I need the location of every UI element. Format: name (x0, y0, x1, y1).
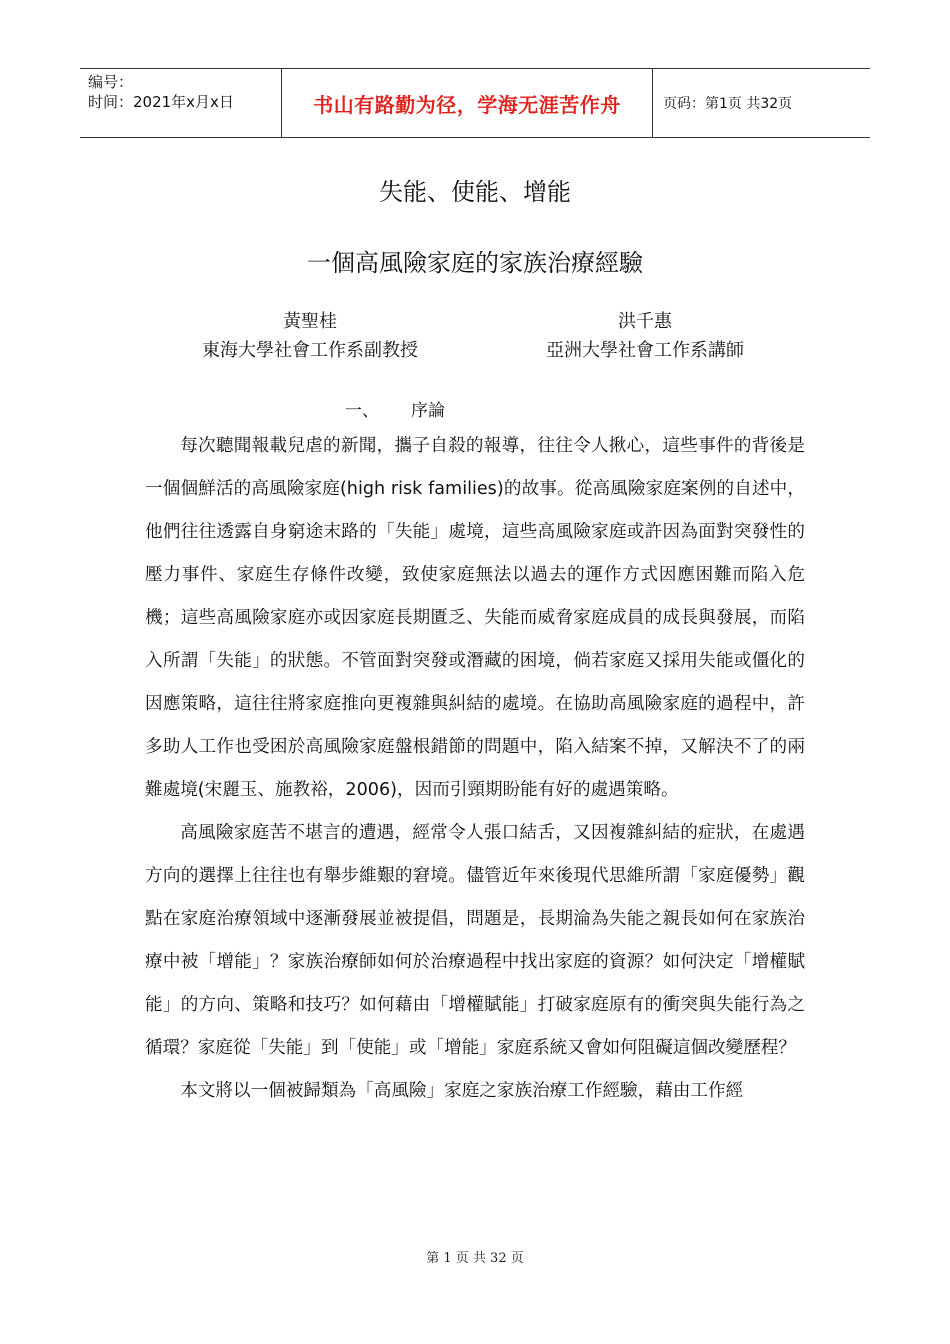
paragraph: 高風險家庭苦不堪言的遭遇，經常令人張口結舌，又因複雜糾結的症狀，在處遇方向的選擇上往往也有舉步維艱的窘境。儘管近年來後現代思維所謂「家庭優勢」觀點在家庭治療領域中逐漸發展並被提倡，問題是，長期淪為失能之親長如何在家族治療中被「增能」？家族治療師如何於治療過程中找出家庭的資源？如何決定「增權賦能」的方向、策略和技巧？如何藉由「增權賦能」打破家庭原有的衝突與失能行為之循環？家庭從「失能」到「使能」或「增能」家庭系統又會如何阻礙這個改變歷程？ (145, 823, 805, 1058)
header-motto: 书山有路勤为径，学海无涯苦作舟 (313, 92, 621, 117)
header-meta-cell (80, 69, 282, 137)
section-number: 一、 (345, 401, 379, 421)
author-affiliation: 亞洲大學社會工作系講師 (546, 340, 744, 361)
author-block-1 (170, 307, 450, 365)
author-affiliation: 東海大學社會工作系副教授 (202, 340, 418, 361)
author-name: 黃聖桂 (283, 311, 337, 332)
document-title: 失能、使能、增能 (379, 178, 571, 206)
header-page-info: 页码：第1页 共32页 (663, 96, 793, 112)
document-date: 时间：2021年x月x日 (88, 93, 234, 111)
section-heading (345, 396, 445, 421)
header-page-cell (653, 69, 870, 137)
section-title: 序論 (411, 401, 445, 421)
document-subtitle: 一個高風險家庭的家族治療經驗 (307, 249, 643, 277)
paragraph: 每次聽聞報載兒虐的新聞，攜子自殺的報導，往往令人揪心，這些事件的背後是一個個鮮活的高風險家庭(high risk families)的故事。從高風險家庭案例的自述中，他們往往透露自身窮途末路的「失能」處境，這些高風險家庭或許因為面對突發性的壓力事件、家庭生存條件改變，致使家庭無法以過去的運作方式因應困難而陷入危機；這些高風險家庭亦或因家庭長期匱乏、失能而威脅家庭成員的成長與發展，而陷入所謂「失能」的狀態。不管面對突發或潛藏的困境，倘若家庭又採用失能或僵化的因應策略，這往往將家庭推向更複雜與糾結的處境。在協助高風險家庭的過程中，許多助人工作也受困於高風險家庭盤根錯節的問題中，陷入結案不掉，又解決不了的兩難處境(宋麗玉、施教裕，2006)，因而引頸期盼能有好的處遇策略。 (145, 436, 805, 800)
author-name: 洪千惠 (618, 311, 672, 332)
header-motto-cell (282, 69, 653, 137)
document-number-label: 编号： (88, 73, 134, 91)
document-header (80, 68, 870, 138)
paragraph: 本文將以一個被歸類為「高風險」家庭之家族治療工作經驗，藉由工作經 (180, 1081, 744, 1101)
body-text (145, 425, 805, 1113)
author-block-2 (505, 307, 785, 365)
page-footer: 第 1 页 共 32 页 (426, 1251, 524, 1266)
